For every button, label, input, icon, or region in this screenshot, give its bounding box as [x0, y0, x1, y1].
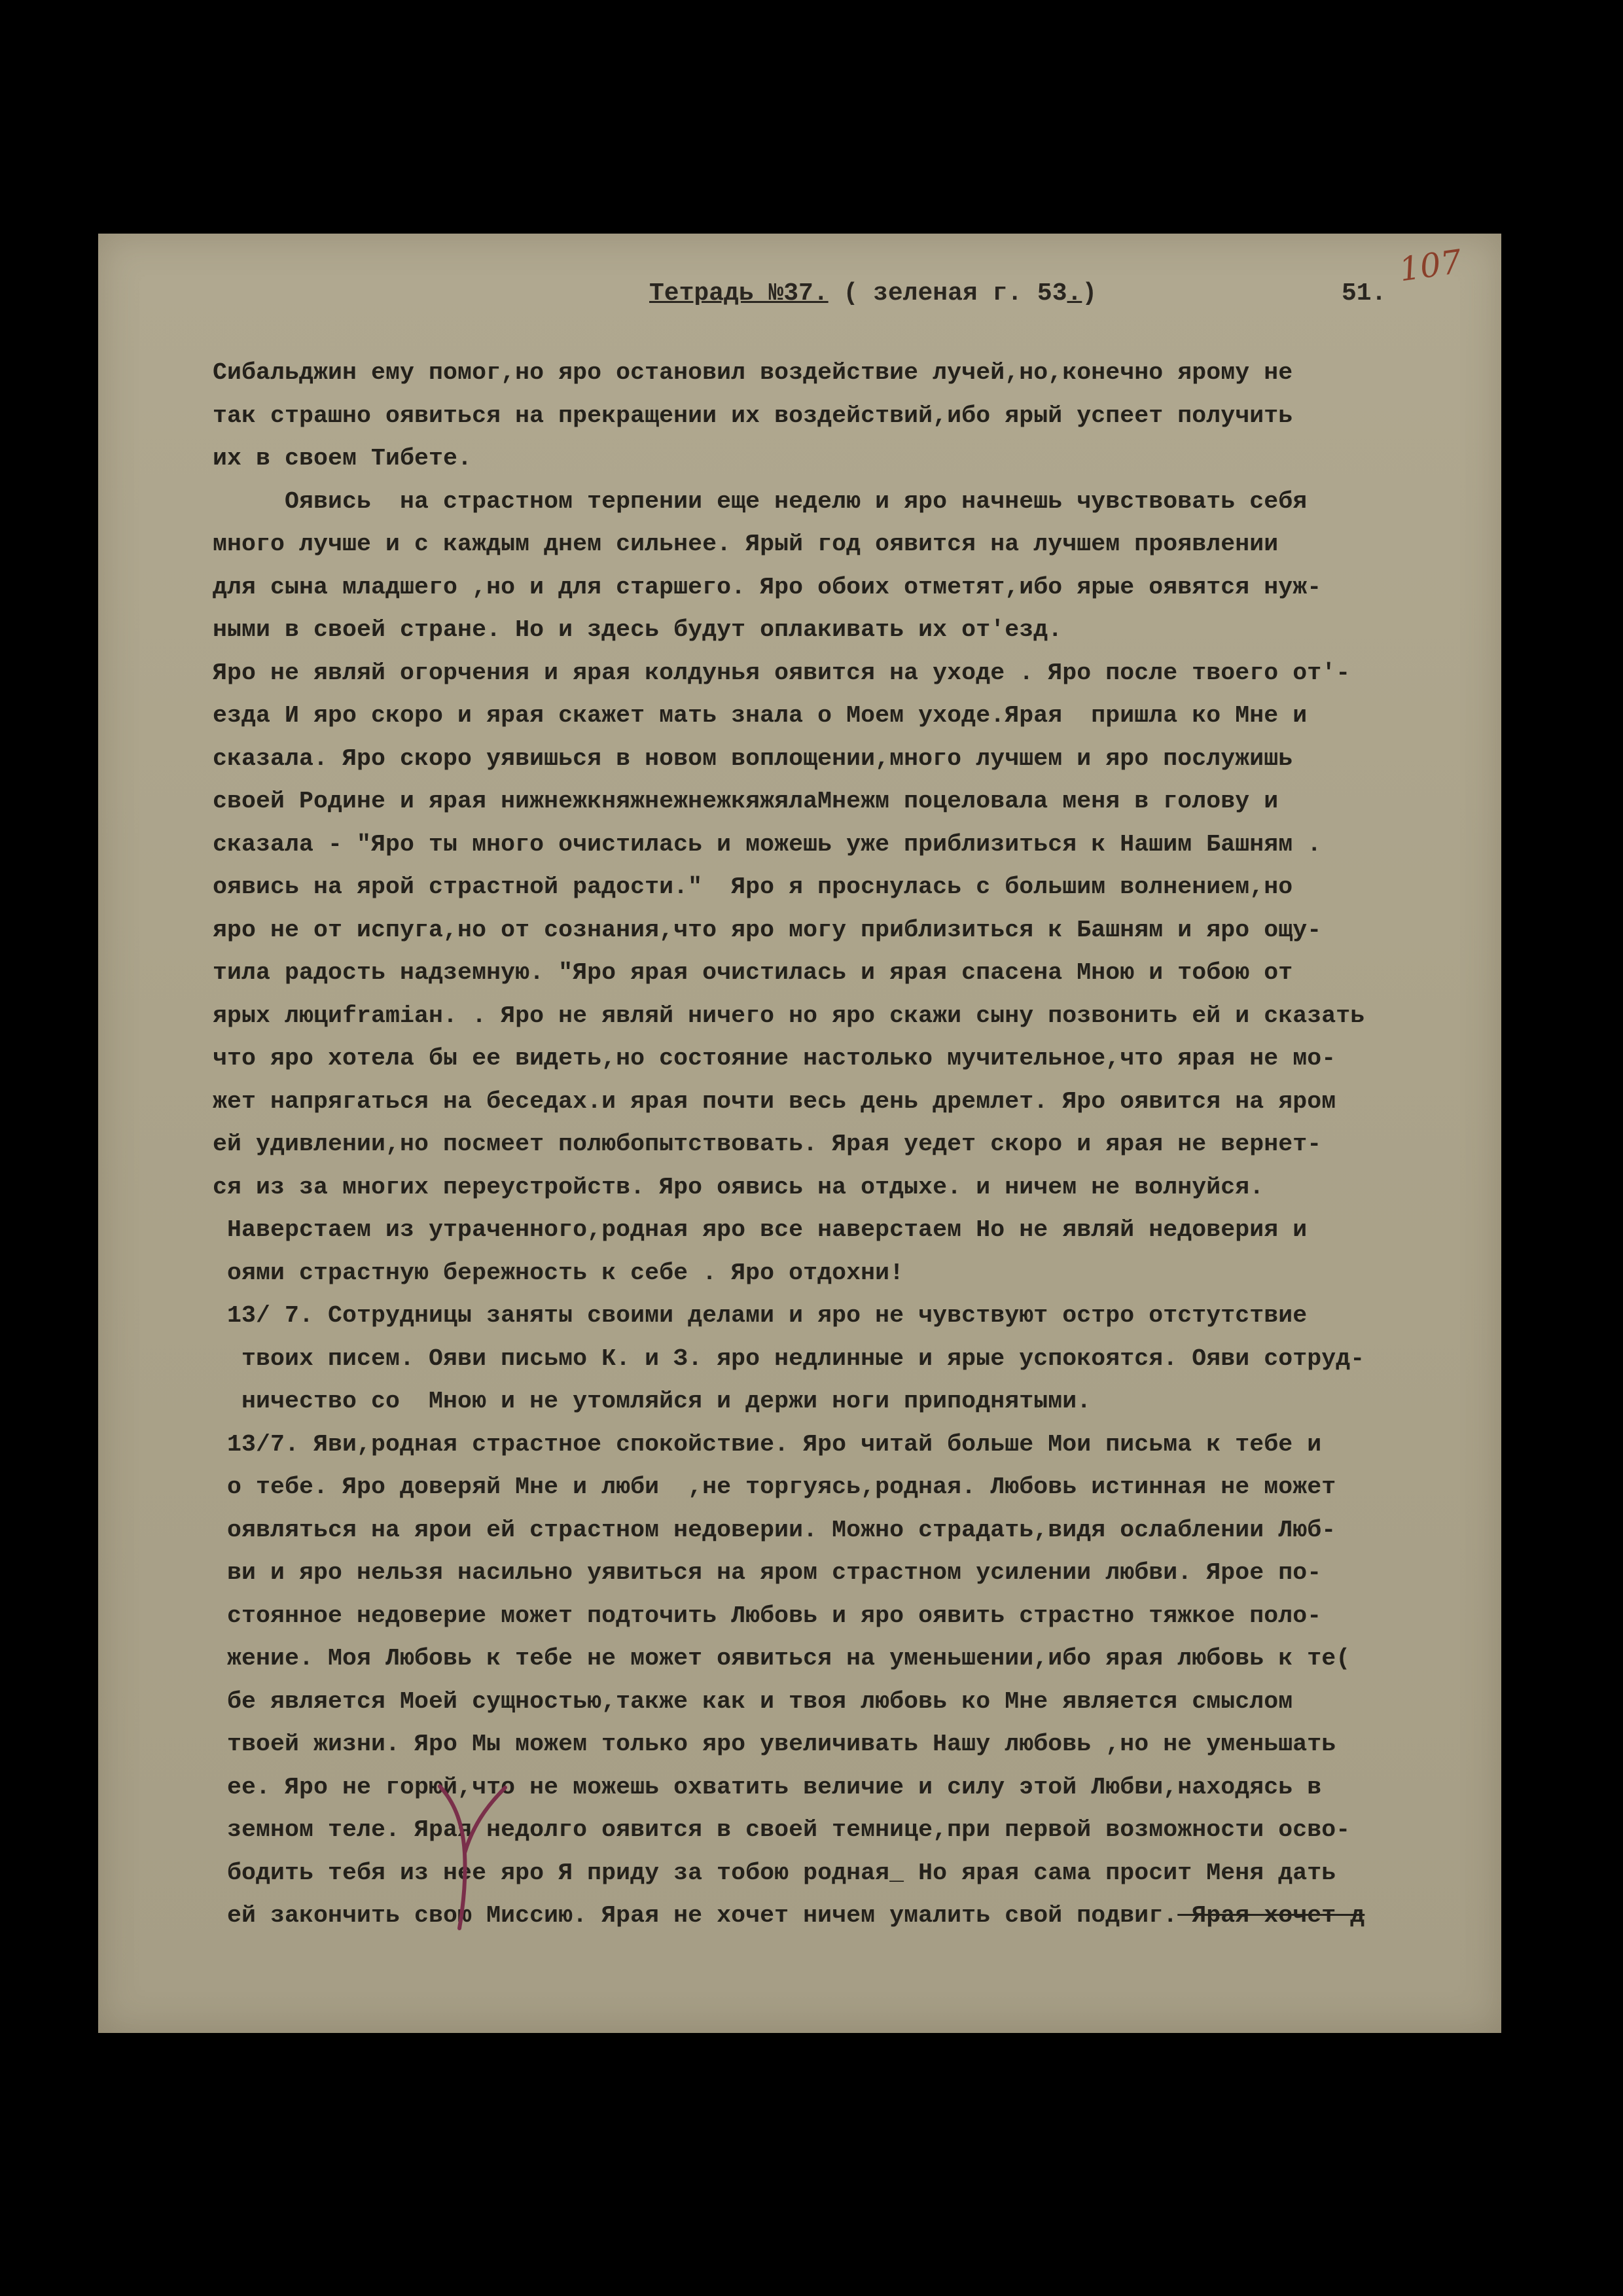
text-line: 13/ 7. Сотрудницы заняты своими делами и яро не чувствуют остро отстутствие [213, 1302, 1308, 1329]
page-number: 51. [1342, 279, 1387, 308]
text-line: ничество со Мною и не утомляйся и держи ноги приподнятыми. [213, 1388, 1092, 1415]
text-line: Наверстаем из утраченного,родная яро все наверстаем Но не являй недоверия и [213, 1216, 1308, 1243]
text-line: жение. Моя Любовь к тебе не может оявиться на уменьшении,ибо ярая любовь к те( [213, 1645, 1351, 1672]
text-line: ся из за многих переустройств. Яро оявись на отдыхе. и ничем не волнуйся. [213, 1173, 1264, 1201]
text-line: о тебе. Яро доверяй Мне и люби ,не торгуясь,родная. Любовь истинная не может [213, 1474, 1336, 1500]
notebook-number: Тетрадь №37. [649, 279, 829, 308]
text-line: сказала - "Яро ты много очистилась и можешь уже приблизиться к Нашим Башням . [213, 830, 1322, 858]
text-line: их в своем Тибете. [213, 445, 473, 472]
text-line: твоей жизни. Яро Мы можем только яро увеличивать Нашу любовь ,но не уменьшать [213, 1731, 1336, 1757]
text-line: ярых люциframiан. . Яро не являй ничего но яро скажи сыну позвонить ей и сказать [213, 1002, 1365, 1029]
text-line: оявляться на ярои ей страстном недоверии. Можно страдать,видя ослаблении Люб- [213, 1516, 1336, 1544]
text-line: так страшно оявиться на прекращении их воздействий,ибо ярый успеет получить [213, 402, 1293, 429]
text-line: что яро хотела бы ее видеть,но состояние настолько мучительное,что ярая не мо- [213, 1045, 1336, 1072]
handwritten-check-mark [401, 1775, 531, 1938]
text-line: своей Родине и ярая нижнежкняжнежнежкяжялаМнежм поцеловала меня в голову и [213, 788, 1279, 815]
text-line: земном теле. Ярая недолго оявится в своей темнице,при первой возможности осво- [213, 1816, 1351, 1843]
text-line: Яро не являй огорчения и ярая колдунья оявится на уходе . Яро после твоего от'- [213, 659, 1351, 686]
text-line: оями страстную бережность к себе . Яро отдохни! [213, 1259, 904, 1286]
text-line: бодить тебя из нее яро Я приду за тобою родная_ Но ярая сама просит Меня дать [213, 1859, 1336, 1886]
text-line: 13/7. Яви,родная страстное спокойствие. Яро читай больше Мои письма к тебе и [213, 1430, 1322, 1458]
notebook-title-dot: . [1067, 279, 1082, 308]
text-line: Оявись на страстном терпении еще неделю и яро начнешь чувствовать себя [213, 487, 1308, 515]
notebook-color-year: ( зеленая г. 53 [828, 279, 1067, 308]
notebook-title-close: ) [1082, 279, 1097, 308]
page-header [98, 242, 1501, 319]
final-line-text: ей закончить свою Миссию. Ярая не хочет ничем умалить свой подвиг. [213, 1902, 1178, 1929]
text-line-final [213, 1894, 1456, 1937]
text-line: ными в своей стране. Но и здесь будут оплакивать их от'езд. [213, 616, 1063, 643]
struck-out-text: Ярая хочет д [1177, 1902, 1365, 1929]
text-line: Сибальджин ему помог,но яро остановил воздействие лучей,но,конечно ярому не [213, 359, 1293, 386]
notebook-title [649, 279, 1097, 308]
text-line: оявись на ярой страстной радости." Яро я проснулась с большим волнением,но [213, 874, 1293, 900]
handwritten-archive-number: 107 [1397, 242, 1465, 289]
text-line: сказала. Яро скоро уявишься в новом воплощении,много лучшем и яро послужишь [213, 745, 1293, 772]
text-line: стоянное недоверие может подточить Любовь и яро оявить страстно тяжкое поло- [213, 1602, 1322, 1629]
text-line: езда И яро скоро и ярая скажет мать знала о Моем уходе.Ярая пришла ко Мне и [213, 702, 1308, 729]
typewritten-page [98, 234, 1501, 2033]
text-line: тила радость надземную. "Яро ярая очистилась и ярая спасена Мною и тобою от [213, 959, 1293, 986]
text-line: для сына младшего ,но и для старшего. Яро обоих отметят,ибо ярые оявятся нуж- [213, 573, 1322, 601]
text-line: бе является Моей сущностью,также как и твоя любовь ко Мне является смыслом [213, 1687, 1293, 1715]
text-line: много лучше и с каждым днем сильнее. Ярый год оявится на лучшем проявлении [213, 531, 1279, 557]
text-line: твоих писем. Ояви письмо К. и З. яро недлинные и ярые успокоятся. Ояви сотруд- [213, 1345, 1365, 1372]
text-line: ей удивлении,но посмеет полюбопытствовать. Ярая уедет скоро и ярая не вернет- [213, 1131, 1322, 1157]
text-line: жет напрягаться на беседах.и ярая почти весь день дремлет. Яро оявится на яром [213, 1087, 1336, 1115]
text-line: яро не от испуга,но от сознания,что яро могу приблизиться к Башням и яро ощу- [213, 916, 1322, 944]
letter-body [213, 351, 1456, 1937]
text-line: ви и яро нельзя насильно уявиться на яром страстном усилении любви. Ярое по- [213, 1559, 1322, 1586]
text-line: ее. Яро не горюй,что не можешь охватить величие и силу этой Любви,находясь в [213, 1773, 1322, 1801]
